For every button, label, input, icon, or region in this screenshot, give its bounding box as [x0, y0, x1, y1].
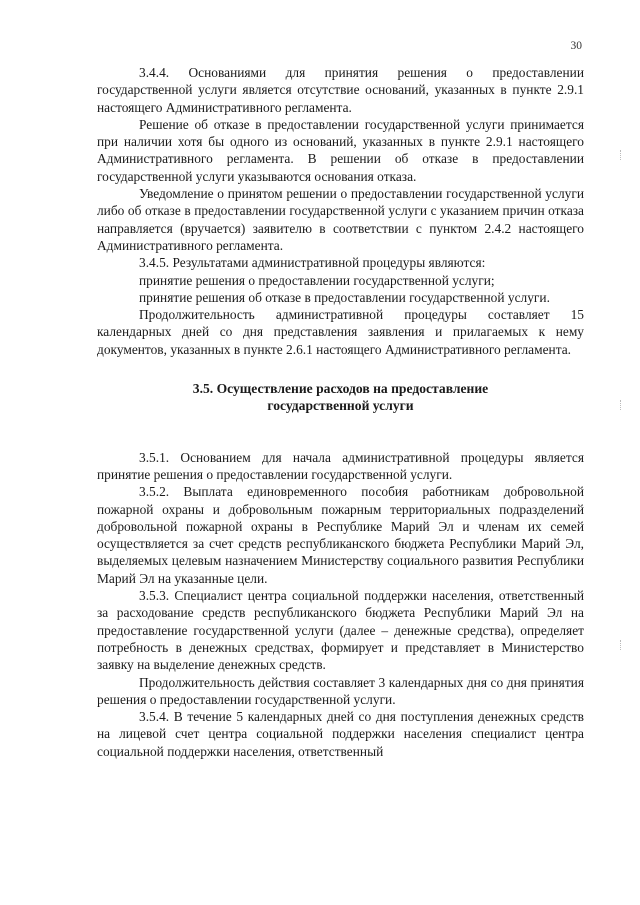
- paragraph-3-5-2: 3.5.2. Выплата единовременного пособия работникам добровольной пожарной охраны и добровольным пожарным территориальных подразделений добровольной пожарной охраны в Республике Марий Эл и членам их семей осуществляется за счет средств республиканского бюджета Республики Марий Эл, выделяемых целевым назначением Министерству социального развития Республики Марий Эл на указанные цели.: [97, 484, 584, 586]
- paragraph-3-5-1: 3.5.1. Основанием для начала административной процедуры является принятие решения о предоставлении государственной услуги.: [97, 449, 584, 482]
- section-heading-line-2: государственной услуги: [267, 398, 414, 414]
- paragraph-duration-15-days: Продолжительность административной процедуры составляет 15 календарных дней со дня представления заявления и прилагаемых к нему документов, указанных в пункте 2.6.1 настоящего Административного регламента.: [97, 307, 584, 357]
- page-number: 30: [570, 40, 582, 52]
- scan-margin-mark: [620, 640, 623, 650]
- scan-margin-mark: [620, 400, 623, 410]
- paragraph-3-5-4: 3.5.4. В течение 5 календарных дней со дня поступления денежных средств на лицевой счет центра социальной поддержки населения специалист центра социальной поддержки населения, ответственный: [97, 709, 584, 759]
- paragraph-result-grant: принятие решения о предоставлении государственной услуги;: [139, 272, 495, 288]
- paragraph-3-5-3: 3.5.3. Специалист центра социальной поддержки населения, ответственный за расходование средств республиканского бюджета Республики Марий Эл на предоставление государственной услуги (далее – денежные средства), определяет потребность в денежных средствах, формирует и представляет в Министерство заявку на выделение денежных средств.: [97, 588, 584, 673]
- paragraph-duration-3-days: Продолжительность действия составляет 3 календарных дня со дня принятия решения о предоставлении государственной услуги.: [97, 674, 584, 707]
- paragraph-notification: Уведомление о принятом решении о предоставлении государственной услуги либо об отказе в предоставлении государственной услуги с указанием причин отказа направляется (вручается) заявителю в соответствии с пунктом 2.4.2 настоящего Административного регламента.: [97, 186, 584, 253]
- paragraph-3-4-5: 3.4.5. Результатами административной процедуры являются:: [139, 255, 486, 271]
- paragraph-refusal-decision: Решение об отказе в предоставлении государственной услуги принимается при наличии хотя бы одного из оснований, указанных в пункте 2.9.1 настоящего Административного регламента. В решении об отказе в предоставлении государственной услуги указываются основания отказа.: [97, 116, 584, 184]
- paragraph-3-4-4: 3.4.4. Основаниями для принятия решения о предоставлении государственной услуги является отсутствие оснований, указанных в пункте 2.9.1 настоящего Административного регламента.: [97, 65, 584, 115]
- paragraph-result-refusal: принятие решения об отказе в предоставлении государственной услуги.: [139, 289, 550, 305]
- scan-margin-mark: [620, 150, 623, 160]
- section-heading-3-5: [97, 380, 584, 415]
- document-body: [97, 64, 584, 760]
- section-heading-line-1: 3.5. Осуществление расходов на предоставление: [192, 381, 489, 397]
